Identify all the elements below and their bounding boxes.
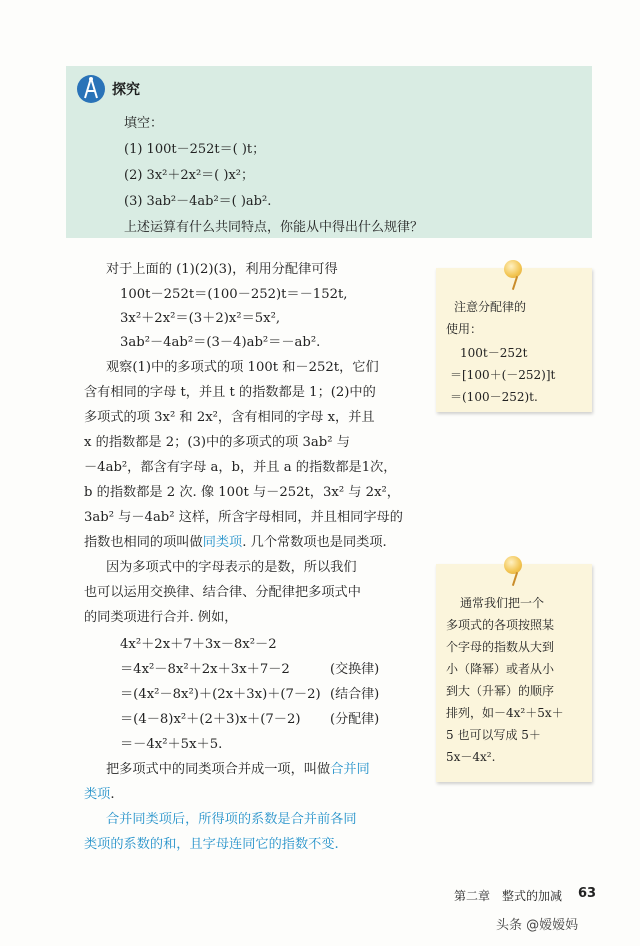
body-line: 3ab² 与－4ab² 这样，所含字母相同，并且相同字母的	[84, 510, 403, 525]
explore-compass-icon	[76, 74, 106, 104]
example-line: ＝－4x²＋5x＋5.	[120, 737, 223, 752]
body-line: 多项式的项 3x² 和 2x²，含有相同的字母 x，并且	[84, 410, 375, 425]
body-line: 因为多项式中的字母表示的是数，所以我们	[106, 560, 357, 575]
calc-line: 100t－252t＝(100－252)t＝－152t,	[120, 287, 348, 302]
note-line: 多项式的各项按照某	[446, 618, 555, 632]
law-label: (分配律)	[330, 712, 380, 727]
body-line: 观察(1)中的多项式的项 100t 和－252t，它们	[106, 360, 379, 375]
note-line: 使用：	[446, 322, 483, 336]
note-line: 5 也可以写成 5＋	[446, 728, 541, 742]
body-line: －4ab²，都含有字母 a，b，并且 a 的指数都是1次，	[84, 460, 397, 475]
note-line: 100t－252t	[460, 346, 528, 360]
calc-line: 3x²＋2x²＝(3＋2)x²＝5x²,	[120, 311, 281, 326]
watermark: 头条 @嫒嫒妈	[496, 918, 579, 933]
note-line: 通常我们把一个	[460, 596, 545, 610]
note-line: 5x－4x².	[446, 750, 496, 764]
note-line: ＝(100－252)t.	[450, 390, 538, 404]
calc-line: 3ab²－4ab²＝(3－4)ab²＝－ab².	[120, 335, 321, 350]
explore-question: 上述运算有什么共同特点，你能从中得出什么规律？	[124, 220, 424, 235]
rule-line: 类项的系数的和，且字母连同它的指数不变.	[84, 837, 339, 852]
explore-title: 探究	[112, 82, 140, 98]
body-line: 也可以运用交换律、结合律、分配律把多项式中	[84, 585, 361, 600]
body-line: b 的指数都是 2 次. 像 100t 与－252t，3x² 与 2x²，	[84, 485, 400, 500]
term-like-terms: 同类项	[202, 535, 243, 550]
explore-item-2: (2) 3x²＋2x²＝( )x²；	[124, 168, 254, 183]
pushpin-icon	[504, 556, 522, 574]
chapter-label: 第二章 整式的加减	[454, 889, 563, 903]
body-line: 对于上面的 (1)(2)(3)，利用分配律可得	[106, 262, 338, 277]
example-line: 4x²＋2x＋7＋3x－8x²－2	[120, 637, 277, 652]
body-line: x 的指数都是 2；(3)中的多项式的项 3ab² 与	[84, 435, 350, 450]
note-line: 注意分配律的	[454, 300, 527, 314]
body-line: 的同类项进行合并. 例如，	[84, 610, 238, 625]
rule-line: 合并同类项后，所得项的系数是合并前各同	[106, 812, 357, 827]
example-line: ＝(4－8)x²＋(2＋3)x＋(7－2)	[120, 712, 301, 727]
body-line: 指数也相同的项叫做同类项. 几个常数项也是同类项.	[84, 535, 387, 550]
example-line: ＝4x²－8x²＋2x＋3x＋7－2	[120, 662, 290, 677]
body-line: 含有相同的字母 t，并且 t 的指数都是 1；(2)中的	[84, 385, 376, 400]
note-line: 排列，如－4x²＋5x＋	[446, 706, 564, 720]
explore-fill-prompt: 填空：	[124, 116, 164, 131]
note-line: 小（降幂）或者从小	[446, 662, 555, 676]
body-line: 把多项式中的同类项合并成一项，叫做合并同	[106, 762, 370, 777]
side-note-ordering	[436, 564, 592, 782]
side-note-distributive	[436, 268, 592, 412]
explore-box	[66, 66, 592, 238]
note-line: 个字母的指数从大到	[446, 640, 555, 654]
example-line: ＝(4x²－8x²)＋(2x＋3x)＋(7－2)	[120, 687, 321, 702]
note-line: 到大（升幂）的顺序	[446, 684, 555, 698]
page-number: 63	[578, 886, 597, 901]
body-line: 类项.	[84, 787, 115, 802]
law-label: (交换律)	[330, 662, 380, 677]
law-label: (结合律)	[330, 687, 380, 702]
explore-item-1: (1) 100t－252t＝( )t；	[124, 142, 266, 157]
pushpin-icon	[504, 260, 522, 278]
note-line: ＝[100＋(－252)]t	[450, 368, 556, 382]
explore-item-3: (3) 3ab²－4ab²＝( )ab².	[124, 194, 272, 209]
term-combine: 合并同	[330, 762, 370, 777]
